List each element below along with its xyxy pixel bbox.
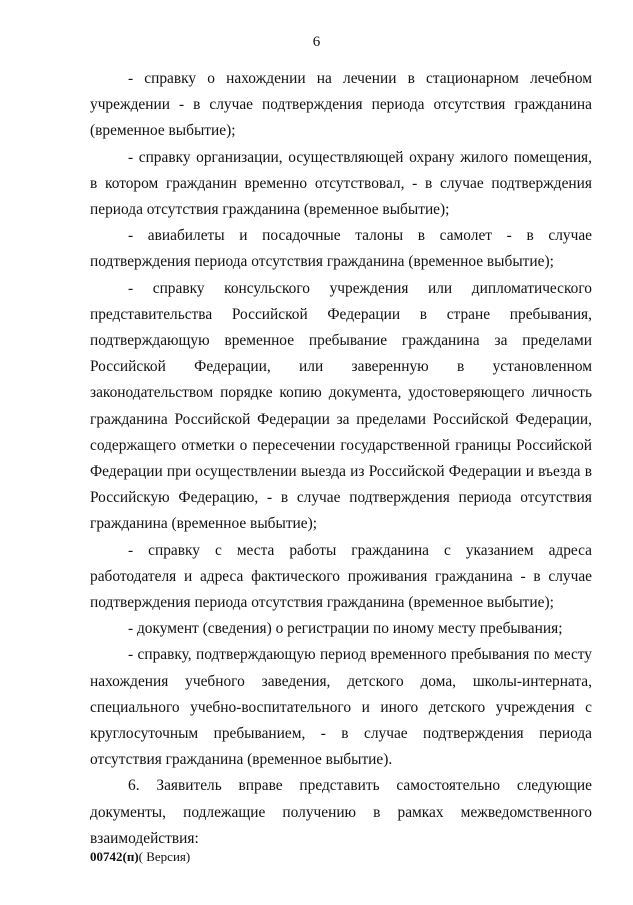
document-version: ( Версия) xyxy=(138,849,191,864)
document-code: 00742(п) xyxy=(90,849,139,864)
paragraph-employment-certificate: - справку с места работы гражданина с указанием адреса работодателя и адреса фактического проживания гражданина - в случае подтверждения периода отсутствия гражданина (временное выбытие); xyxy=(90,541,592,612)
paragraph-item-6: 6. Заявитель вправе представить самостоятельно следующие документы, подлежащие получению в рамках межведомственного взаимодействия: xyxy=(90,777,592,847)
paragraph-consular-certificate: - справку консульского учреждения или дипломатического представительства Российской Федерации в стране пребывания, подтверждающую временное пребывание гражданина за пределами Российской Федерации, или заверенную в установленном законодательством порядке копию документа, удостоверяющего личность гражданина Российской Федерации за пределами Российской Федерации, содержащего отметки о пересечении государственной границы Российской Федерации при осуществлении выезда из Российской Федерации и въезда в Российскую Федерацию, - в случае подтверждения периода отсутствия гражданина (временное выбытие); xyxy=(90,279,592,533)
paragraph-registration-document: - документ (сведения) о регистрации по иному месту пребывания; xyxy=(128,620,563,638)
document-footer xyxy=(90,849,190,865)
paragraph-educational-institution-certificate: - справку, подтверждающую период временного пребывания по месту нахождения учебного заведения, детского дома, школы-интерната, специального учебно-воспитательного и иного детского учреждения с круглосуточным пребыванием, - в случае подтверждения периода отсутствия гражданина (временное выбытие). xyxy=(90,646,592,769)
page-number: 6 xyxy=(312,34,321,50)
paragraph-hospital-certificate: - справку о нахождении на лечении в стационарном лечебном учреждении - в случае подтверждения периода отсутствия гражданина (временное выбытие); xyxy=(90,70,592,140)
paragraph-security-organization-certificate: - справку организации, осуществляющей охрану жилого помещения, в котором гражданин временно отсутствовал, - в случае подтверждения периода отсутствия гражданина (временное выбытие); xyxy=(90,148,592,219)
document-body xyxy=(90,66,592,852)
paragraph-air-tickets: - авиабилеты и посадочные талоны в самолет - в случае подтверждения периода отсутствия гражданина (временное выбытие); xyxy=(90,227,592,271)
